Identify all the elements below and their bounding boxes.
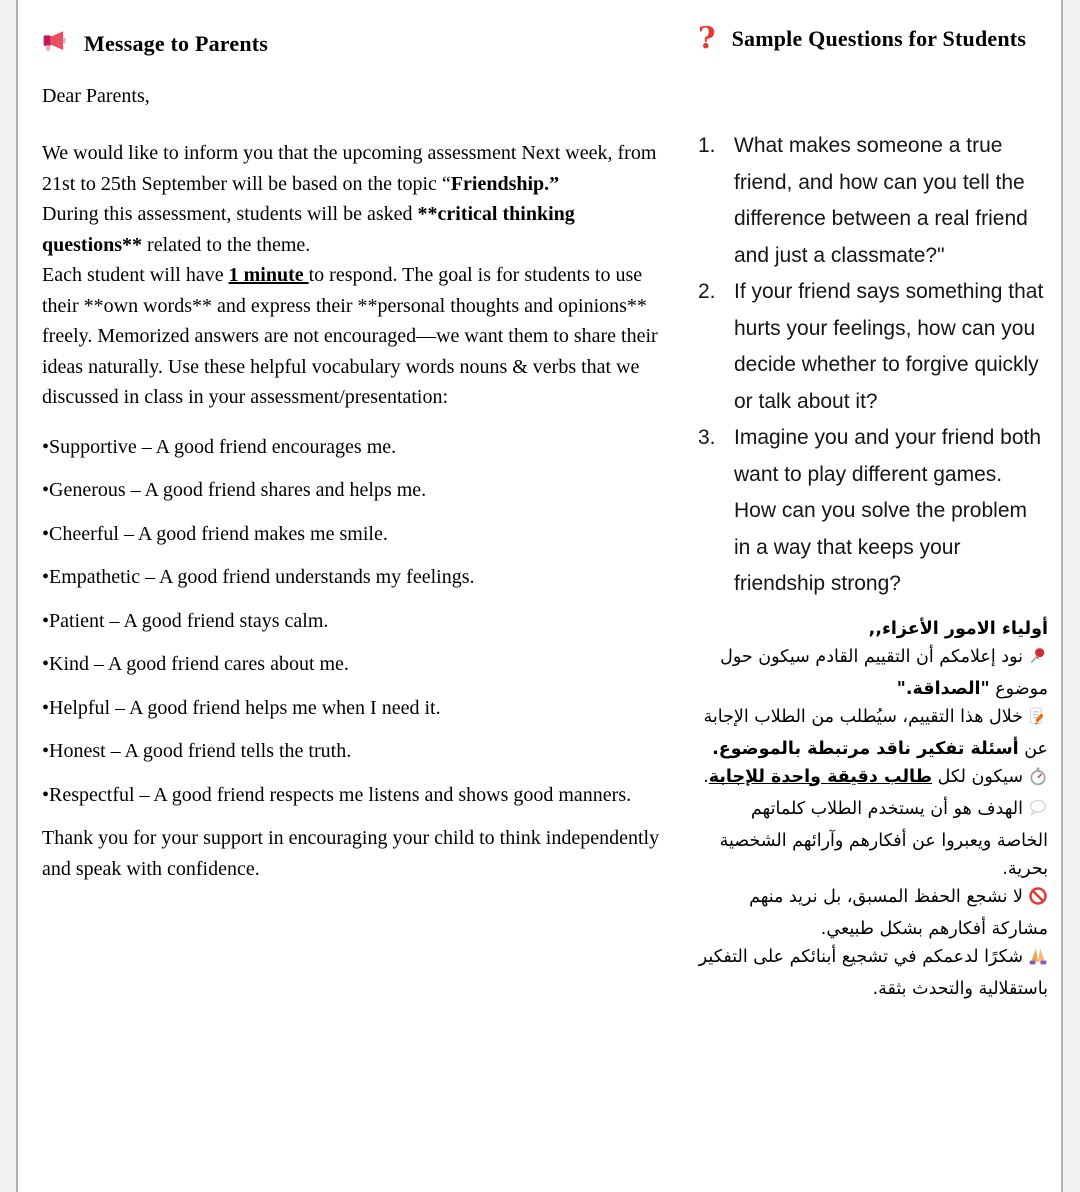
text-segment-bold: أسئلة تفكير ناقد مرتبطة بالموضوع. [712, 738, 1019, 759]
list-item: •Kind – A good friend cares about me. [42, 653, 349, 675]
question-item [698, 420, 1048, 603]
right-header [698, 21, 1048, 56]
message-to-parents-column [42, 28, 662, 884]
text-segment-bold: **critical thinking questions** [42, 203, 575, 256]
closing-paragraph: Thank you for your support in encouraging your child to think independently and speak with confidence. [42, 827, 660, 880]
question-item [698, 274, 1048, 420]
paragraph-assessment-topic [42, 138, 662, 199]
list-item: •Respectful – A good friend respects me listens and shows good manners. [42, 783, 632, 806]
megaphone-icon [42, 28, 68, 59]
text-segment: . [703, 766, 709, 787]
text-segment: سيكون لكل [932, 766, 1023, 787]
question-text: What makes someone a true friend, and how can you tell the difference between a real friend and just a classmate?" [734, 134, 1028, 267]
text-segment: لا نشجع الحفظ المسبق، بل نريد منهم مشاركة أفكارهم بشكل طبيعي. [749, 886, 1048, 939]
left-header-title: Message to Parents [84, 30, 269, 56]
arabic-line-own-words [698, 795, 1048, 883]
list-item: •Patient – A good friend stays calm. [42, 609, 329, 632]
question-number: 2. [698, 280, 716, 303]
sample-questions-column [698, 21, 1048, 1003]
list-item: •Empathetic – A good friend understands my feelings. [42, 566, 475, 588]
pushpin-icon [1028, 646, 1048, 675]
text-segment-bold: "الصداقة." [896, 678, 990, 699]
list-item: •Cheerful – A good friend makes me smile. [42, 522, 388, 545]
paragraph-critical-thinking [42, 199, 662, 260]
text-segment: خلال هذا التقييم، سيُطلب من الطلاب الإجابة عن [703, 706, 1048, 759]
vocabulary-list [42, 432, 662, 811]
question-item [698, 128, 1048, 274]
arabic-line-no-memorizing [698, 883, 1048, 943]
memo-icon [1028, 706, 1048, 735]
text-segment: نود إعلامكم أن التقييم القادم سيكون حول موضوع [720, 646, 1048, 699]
stopwatch-icon [1028, 766, 1048, 795]
arabic-line-one-minute [698, 763, 1048, 795]
page-margin-right [1061, 0, 1080, 1192]
text-segment: شكرًا لدعمكم في تشجيع أبنائكم على التفكير باستقلالية والتحدث بثقة. [698, 946, 1048, 999]
arabic-message-block [698, 615, 1048, 1003]
page-margin-left [0, 0, 18, 1192]
text-segment: related to the theme. [142, 233, 311, 256]
list-item: •Supportive – A good friend encourages me. [42, 435, 397, 458]
speech-bubble-icon [1028, 798, 1048, 827]
question-number: 1. [698, 134, 716, 157]
list-item: •Honest – A good friend tells the truth. [42, 740, 352, 762]
folded-hands-icon [1028, 946, 1048, 975]
text-segment-bold: Friendship.” [450, 172, 560, 195]
text-segment: الهدف هو أن يستخدم الطلاب كلماتهم الخاصة ويعبروا عن أفكارهم وآرائهم الشخصية بحرية. [719, 798, 1048, 879]
arabic-greeting: أولياء الامور الأعزاء,, [868, 618, 1048, 639]
text-segment: Each student will have [42, 264, 229, 286]
greeting: Dear Parents, [42, 85, 150, 107]
list-item: •Helpful – A good friend helps me when I need it. [42, 696, 441, 719]
arabic-line-critical [698, 703, 1048, 763]
questions-list [698, 128, 1048, 603]
text-segment: During this assessment, students will be asked [42, 203, 418, 225]
question-text: If your friend says something that hurts your feelings, how can you decide whether to forgive quickly or talk about it? [734, 280, 1044, 413]
text-segment: We would like to inform you that the upcoming assessment Next week, from 21st to 25th September will be based on the topic “ [42, 142, 657, 195]
list-item: •Generous – A good friend shares and helps me. [42, 479, 427, 501]
no-entry-icon [1028, 886, 1048, 915]
question-mark-icon: ? [698, 21, 716, 56]
right-header-title: Sample Questions for Students [731, 26, 1027, 51]
text-segment-bold-underline: 1 minute [228, 264, 309, 286]
question-text: Imagine you and your friend both want to play different games. How can you solve the problem in a way that keeps your friendship strong? [734, 426, 1042, 595]
text-segment: to respond. The goal is for students to use their **own words** and express their **personal thoughts and opinions** freely. Memorized answers are not encouraged—we want them to share their ideas naturally. Use these helpful vocabulary words nouns & verbs that we discussed in class in your assessment/presentation: [42, 264, 658, 408]
arabic-line-topic [698, 643, 1048, 703]
question-number: 3. [698, 426, 716, 449]
left-header [42, 28, 662, 59]
arabic-line-thanks [698, 943, 1048, 1003]
paragraph-one-minute [42, 260, 662, 413]
text-segment-bold-underline: طالب دقيقة واحدة للإجابة [708, 766, 933, 787]
